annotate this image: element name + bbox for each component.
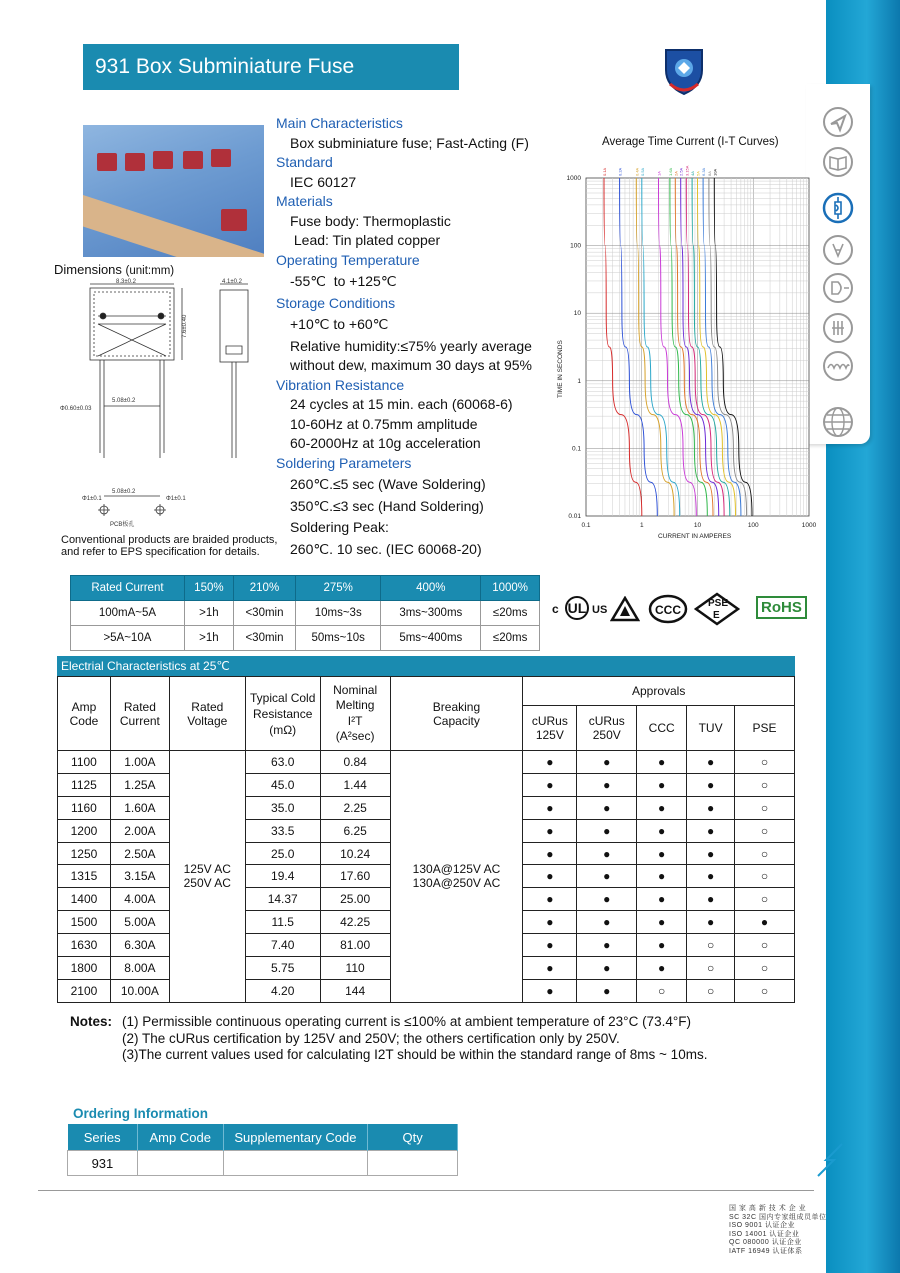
approval-mark: ● <box>637 865 687 888</box>
amp-code-cell: 1200 <box>58 819 111 842</box>
amp-code-cell: 2100 <box>58 979 111 1002</box>
series-label: 2A <box>673 171 679 176</box>
approval-mark: ○ <box>735 934 795 957</box>
resistance-cell: 33.5 <box>245 819 320 842</box>
footer-divider <box>38 1190 814 1191</box>
char-heading: Main Characteristics <box>276 115 403 131</box>
approval-mark: ● <box>637 773 687 796</box>
footer-line: IATF 16949 认证体系 <box>729 1247 803 1255</box>
rated-cell: >1h <box>184 601 233 626</box>
x-tick-label: 10 <box>693 522 702 529</box>
approval-mark: ○ <box>735 796 795 819</box>
dim-label: 5.08±0.2 <box>112 398 136 404</box>
rohs-badge: RoHS <box>756 596 807 619</box>
note-item: (3)The current values used for calculating I2T should be within the standard range of 8ms ~ 10ms. <box>122 1047 708 1062</box>
ordering-table <box>67 1124 458 1176</box>
rated-current-cell: 2.50A <box>110 842 169 865</box>
rated-current-cell: 2.00A <box>110 819 169 842</box>
approval-mark: ● <box>523 842 577 865</box>
rated-header: Rated Current <box>71 576 185 601</box>
char-line: +10℃ to +60℃ <box>290 316 389 332</box>
resistance-cell: 25.0 <box>245 842 320 865</box>
rated-cell: 50ms~10s <box>296 626 381 651</box>
approval-mark: ● <box>577 934 637 957</box>
resistance-cell: 14.37 <box>245 888 320 911</box>
rated-cell: 5ms~400ms <box>381 626 481 651</box>
y-tick-label: 10 <box>573 310 581 318</box>
dimensions-unit: (unit:mm) <box>125 265 175 277</box>
rated-cell: ≤20ms <box>481 601 540 626</box>
x-tick-label: 1000 <box>801 522 817 529</box>
header-curus-250: cURus 250V <box>577 706 637 751</box>
approval-mark: ● <box>523 911 577 934</box>
ordering-title: Ordering Information <box>73 1106 208 1121</box>
series-label: 3.15A <box>684 165 690 176</box>
ul-mark-icon <box>562 596 592 620</box>
header-pse: PSE <box>735 706 795 751</box>
approval-mark: ● <box>687 796 735 819</box>
char-heading: Storage Conditions <box>276 294 396 311</box>
approval-mark: ● <box>637 934 687 957</box>
approval-mark: ● <box>523 751 577 774</box>
dimension-note: Conventional products are braided products, and refer to EPS specification for details. <box>61 534 278 558</box>
approval-mark: ● <box>523 979 577 1002</box>
dim-label: PCB板孔 <box>110 522 135 528</box>
approval-mark: ● <box>637 842 687 865</box>
dim-label: 7.6±0.40 <box>182 314 188 338</box>
chart-title: Average Time Current (I-T Curves) <box>602 136 779 148</box>
rated-cell: 100mA~5A <box>71 601 185 626</box>
approval-mark: ● <box>735 911 795 934</box>
header-rated-voltage: Rated Voltage <box>169 677 245 751</box>
resistance-cell: 35.0 <box>245 796 320 819</box>
approval-mark: ● <box>577 888 637 911</box>
y-tick-label: 1000 <box>566 175 581 182</box>
note-item: (1) Permissible continuous operating current is ≤100% at ambient temperature of 23°C (73.4°F) <box>122 1014 691 1029</box>
ordering-cell <box>137 1151 223 1176</box>
series-label: 0.1A <box>601 167 607 176</box>
approval-mark: ● <box>637 796 687 819</box>
resistance-cell: 11.5 <box>245 911 320 934</box>
approval-mark: ● <box>577 979 637 1002</box>
approval-mark: ● <box>637 911 687 934</box>
footer-line: ISO 14001 认证企业 <box>729 1230 800 1238</box>
rated-cell: >1h <box>184 626 233 651</box>
y-tick-label: 1 <box>577 377 581 385</box>
amp-code-cell: 1250 <box>58 842 111 865</box>
tuv-triangle-icon <box>610 596 640 622</box>
rated-current-cell: 3.15A <box>110 865 169 888</box>
rated-current-cell: 6.30A <box>110 934 169 957</box>
cert-c-label: c <box>552 602 559 616</box>
melting-i2t-cell: 42.25 <box>320 911 390 934</box>
rated-current-cell: 8.00A <box>110 957 169 980</box>
approval-mark: ○ <box>637 979 687 1002</box>
breaking-capacity-cell: 130A@125V AC 130A@250V AC <box>390 751 523 1003</box>
ordering-cell <box>368 1151 458 1176</box>
dimensions-title <box>54 262 174 277</box>
fuse-icon <box>822 192 854 224</box>
approval-mark: ○ <box>735 979 795 1002</box>
plug-icon <box>822 272 854 304</box>
note-item: (2) The cURus certification by 125V and 250V; the others certification only by 250V. <box>122 1030 620 1046</box>
dim-label: Φ1±0.1 <box>82 496 102 502</box>
y-tick-label: 100 <box>570 242 581 250</box>
globe-icon <box>822 406 854 438</box>
characteristics-list <box>276 114 546 559</box>
rated-current-cell: 1.60A <box>110 796 169 819</box>
rated-header: 400% <box>381 576 481 601</box>
rated-current-cell: 10.00A <box>110 979 169 1002</box>
approval-mark: ● <box>523 819 577 842</box>
series-label: 0.2A <box>617 167 623 176</box>
melting-i2t-cell: 25.00 <box>320 888 390 911</box>
approval-mark: ● <box>687 911 735 934</box>
footer-line: QC 080000 认证企业 <box>729 1239 802 1247</box>
book-icon <box>822 146 854 178</box>
ordering-header: Series <box>68 1124 138 1151</box>
approval-mark: ● <box>523 957 577 980</box>
rated-current-cell: 4.00A <box>110 888 169 911</box>
rated-header: 150% <box>184 576 233 601</box>
cert-us-label: US <box>592 604 608 616</box>
pse-label: PSE <box>708 598 729 609</box>
rated-current-cell: 5.00A <box>110 911 169 934</box>
char-line: Lead: Tin plated copper <box>290 232 441 248</box>
series-label: 0.4A <box>634 167 640 176</box>
dim-label: 8.3±0.2 <box>116 279 136 285</box>
melting-i2t-cell: 110 <box>320 957 390 980</box>
y-axis-label: TIME IN SECONDS <box>557 340 564 398</box>
approval-mark: ● <box>687 888 735 911</box>
dimension-drawing <box>54 278 270 533</box>
rated-header-row <box>71 576 540 601</box>
header-resistance: Typical Cold Resistance (mΩ) <box>245 677 320 751</box>
footer-line: ISO 9001 认证企业 <box>729 1222 796 1230</box>
approval-mark: ● <box>637 957 687 980</box>
char-heading: Standard <box>276 154 333 170</box>
series-label: 1A <box>656 171 662 176</box>
rated-row <box>71 601 540 626</box>
arrow-badge-icon <box>822 106 854 138</box>
certification-marks <box>550 592 810 628</box>
approval-mark: ● <box>577 957 637 980</box>
series-label: 2.5A <box>678 167 684 176</box>
approval-mark: ● <box>687 773 735 796</box>
rated-current-cell: 1.25A <box>110 773 169 796</box>
ccc-mark-icon <box>648 594 688 624</box>
approval-mark: ○ <box>735 888 795 911</box>
x-tick-label: 0.1 <box>581 522 591 529</box>
electrical-table-title: Electrial Characteristics at 25℃ <box>57 656 795 676</box>
series-label: 6.3A <box>701 167 707 176</box>
footer-line: 国 家 高 新 技 术 企 业 <box>729 1205 807 1212</box>
char-heading: Vibration Resistance <box>276 376 405 393</box>
x-axis-label: CURRENT IN AMPERES <box>658 533 732 540</box>
header-curus-125: cURus 125V <box>523 706 577 751</box>
rated-current-cell: 1.00A <box>110 751 169 774</box>
melting-i2t-cell: 17.60 <box>320 865 390 888</box>
char-line: Fuse body: Thermoplastic <box>290 212 451 229</box>
approval-mark: ○ <box>687 979 735 1002</box>
series-label: 10A <box>712 168 718 176</box>
melting-i2t-cell: 6.25 <box>320 819 390 842</box>
thermal-icon <box>822 312 854 344</box>
header-tuv: TUV <box>687 706 735 751</box>
approval-mark: ○ <box>735 773 795 796</box>
ordering-row <box>68 1151 458 1176</box>
rated-row <box>71 626 540 651</box>
resistance-cell: 63.0 <box>245 751 320 774</box>
char-line: IEC 60127 <box>290 173 357 190</box>
series-label: 1.6A <box>667 167 673 176</box>
ordering-header-row <box>68 1124 458 1151</box>
dim-label: Φ1±0.1 <box>166 496 186 502</box>
amp-code-cell: 1100 <box>58 751 111 774</box>
char-line: Relative humidity:≤75% yearly average <box>290 337 532 354</box>
approval-mark: ○ <box>735 957 795 980</box>
char-line: 60-2000Hz at 10g acceleration <box>290 435 481 451</box>
char-heading: Operating Temperature <box>276 251 420 268</box>
series-label: 0.5A <box>639 167 645 176</box>
footer-line: SC 32C 国内专家组成员单位 <box>729 1213 827 1221</box>
rated-current-table <box>70 575 540 651</box>
ordering-header: Amp Code <box>137 1124 223 1151</box>
melting-i2t-cell: 1.44 <box>320 773 390 796</box>
ordering-cell: 931 <box>68 1151 138 1176</box>
approval-mark: ○ <box>735 751 795 774</box>
y-tick-label: 0.1 <box>571 445 581 453</box>
elec-header-row <box>58 677 795 706</box>
x-tick-label: 100 <box>747 522 759 529</box>
approval-mark: ● <box>577 865 637 888</box>
melting-i2t-cell: 144 <box>320 979 390 1002</box>
rated-cell: >5A~10A <box>71 626 185 651</box>
lightning-icon <box>812 1140 848 1180</box>
rated-header: 210% <box>233 576 295 601</box>
approval-mark: ● <box>577 911 637 934</box>
amp-code-cell: 1500 <box>58 911 111 934</box>
rated-header: 275% <box>296 576 381 601</box>
approval-mark: ● <box>687 842 735 865</box>
header-rated-current: Rated Current <box>110 677 169 751</box>
char-line: 260℃.≤5 sec (Wave Soldering) <box>290 476 486 492</box>
rated-cell: 3ms~300ms <box>381 601 481 626</box>
approval-mark: ● <box>523 865 577 888</box>
char-line: Box subminiature fuse; Fast-Acting (F) <box>290 134 529 151</box>
char-line: Soldering Peak: <box>290 519 389 535</box>
header-ccc: CCC <box>637 706 687 751</box>
coil-icon <box>822 350 854 382</box>
amp-code-cell: 1400 <box>58 888 111 911</box>
series-label: 4A <box>690 171 696 176</box>
header-breaking: Breaking Capacity <box>390 677 523 751</box>
char-line: without dew, maximum 30 days at 95% <box>290 357 533 373</box>
notes-label: Notes: <box>70 1014 113 1029</box>
melting-i2t-cell: 10.24 <box>320 842 390 865</box>
resistance-cell: 4.20 <box>245 979 320 1002</box>
table-row <box>58 751 795 774</box>
approval-mark: ○ <box>687 957 735 980</box>
char-heading: Materials <box>276 193 333 209</box>
approval-mark: ● <box>687 751 735 774</box>
dimensions-label: Dimensions <box>54 262 122 277</box>
pse-e-label: E <box>713 610 720 621</box>
char-line: 10-60Hz at 0.75mm amplitude <box>290 415 478 432</box>
char-line: -55℃ to +125℃ <box>290 273 397 289</box>
approval-mark: ● <box>523 796 577 819</box>
notes <box>70 1014 707 1064</box>
approval-mark: ● <box>523 934 577 957</box>
approval-mark: ● <box>637 751 687 774</box>
char-line: 24 cycles at 15 min. each (60068-6) <box>290 396 513 412</box>
rated-cell: ≤20ms <box>481 626 540 651</box>
melting-i2t-cell: 0.84 <box>320 751 390 774</box>
product-photo <box>83 125 264 257</box>
y-tick-label: 0.01 <box>568 513 581 520</box>
approval-mark: ● <box>687 865 735 888</box>
header-approvals: Approvals <box>523 677 795 706</box>
component-icon <box>822 234 854 266</box>
resistance-cell: 19.4 <box>245 865 320 888</box>
svg-text:UL: UL <box>567 600 587 616</box>
approval-mark: ● <box>523 773 577 796</box>
melting-i2t-cell: 2.25 <box>320 796 390 819</box>
series-label: 8A <box>706 171 712 176</box>
char-heading: Soldering Parameters <box>276 454 412 471</box>
ordering-cell <box>223 1151 368 1176</box>
header-amp-code: Amp Code <box>58 677 111 751</box>
approval-mark: ○ <box>735 842 795 865</box>
approval-mark: ● <box>577 773 637 796</box>
resistance-cell: 5.75 <box>245 957 320 980</box>
page-title: 931 Box Subminiature Fuse <box>83 44 459 90</box>
x-tick-label: 1 <box>639 522 644 529</box>
resistance-cell: 7.40 <box>245 934 320 957</box>
it-curve-chart <box>550 160 820 544</box>
rated-voltage-cell: 125V AC 250V AC <box>169 751 245 1003</box>
approval-mark: ○ <box>687 934 735 957</box>
series-label: 5A <box>695 171 701 176</box>
rated-cell: <30min <box>233 626 295 651</box>
approval-mark: ● <box>577 819 637 842</box>
company-logo-icon <box>662 44 706 96</box>
rated-cell: 10ms~3s <box>296 601 381 626</box>
approval-mark: ● <box>523 888 577 911</box>
svg-text:CCC: CCC <box>655 603 681 617</box>
rated-cell: <30min <box>233 601 295 626</box>
approval-mark: ○ <box>735 865 795 888</box>
approval-mark: ● <box>577 842 637 865</box>
amp-code-cell: 1160 <box>58 796 111 819</box>
electrical-table <box>57 676 795 1003</box>
char-line: 260℃. 10 sec. (IEC 60068-20) <box>290 540 482 557</box>
amp-code-cell: 1315 <box>58 865 111 888</box>
rated-header: 1000% <box>481 576 540 601</box>
approval-mark: ● <box>577 751 637 774</box>
ordering-header: Qty <box>368 1124 458 1151</box>
approval-mark: ● <box>687 819 735 842</box>
amp-code-cell: 1630 <box>58 934 111 957</box>
dim-label: 5.08±0.2 <box>112 489 136 495</box>
footer-certifications <box>729 1205 826 1257</box>
approval-mark: ○ <box>735 819 795 842</box>
amp-code-cell: 1125 <box>58 773 111 796</box>
melting-i2t-cell: 81.00 <box>320 934 390 957</box>
approval-mark: ● <box>577 796 637 819</box>
header-melting: Nominal Melting I²T (A²sec) <box>320 677 390 751</box>
resistance-cell: 45.0 <box>245 773 320 796</box>
dim-label: Φ0.60±0.03 <box>60 406 92 412</box>
amp-code-cell: 1800 <box>58 957 111 980</box>
approval-mark: ● <box>637 888 687 911</box>
dim-label: 4.1±0.2 <box>222 279 242 285</box>
approval-mark: ● <box>637 819 687 842</box>
char-line: 350℃.≤3 sec (Hand Soldering) <box>290 497 484 514</box>
ordering-header: Supplementary Code <box>223 1124 368 1151</box>
